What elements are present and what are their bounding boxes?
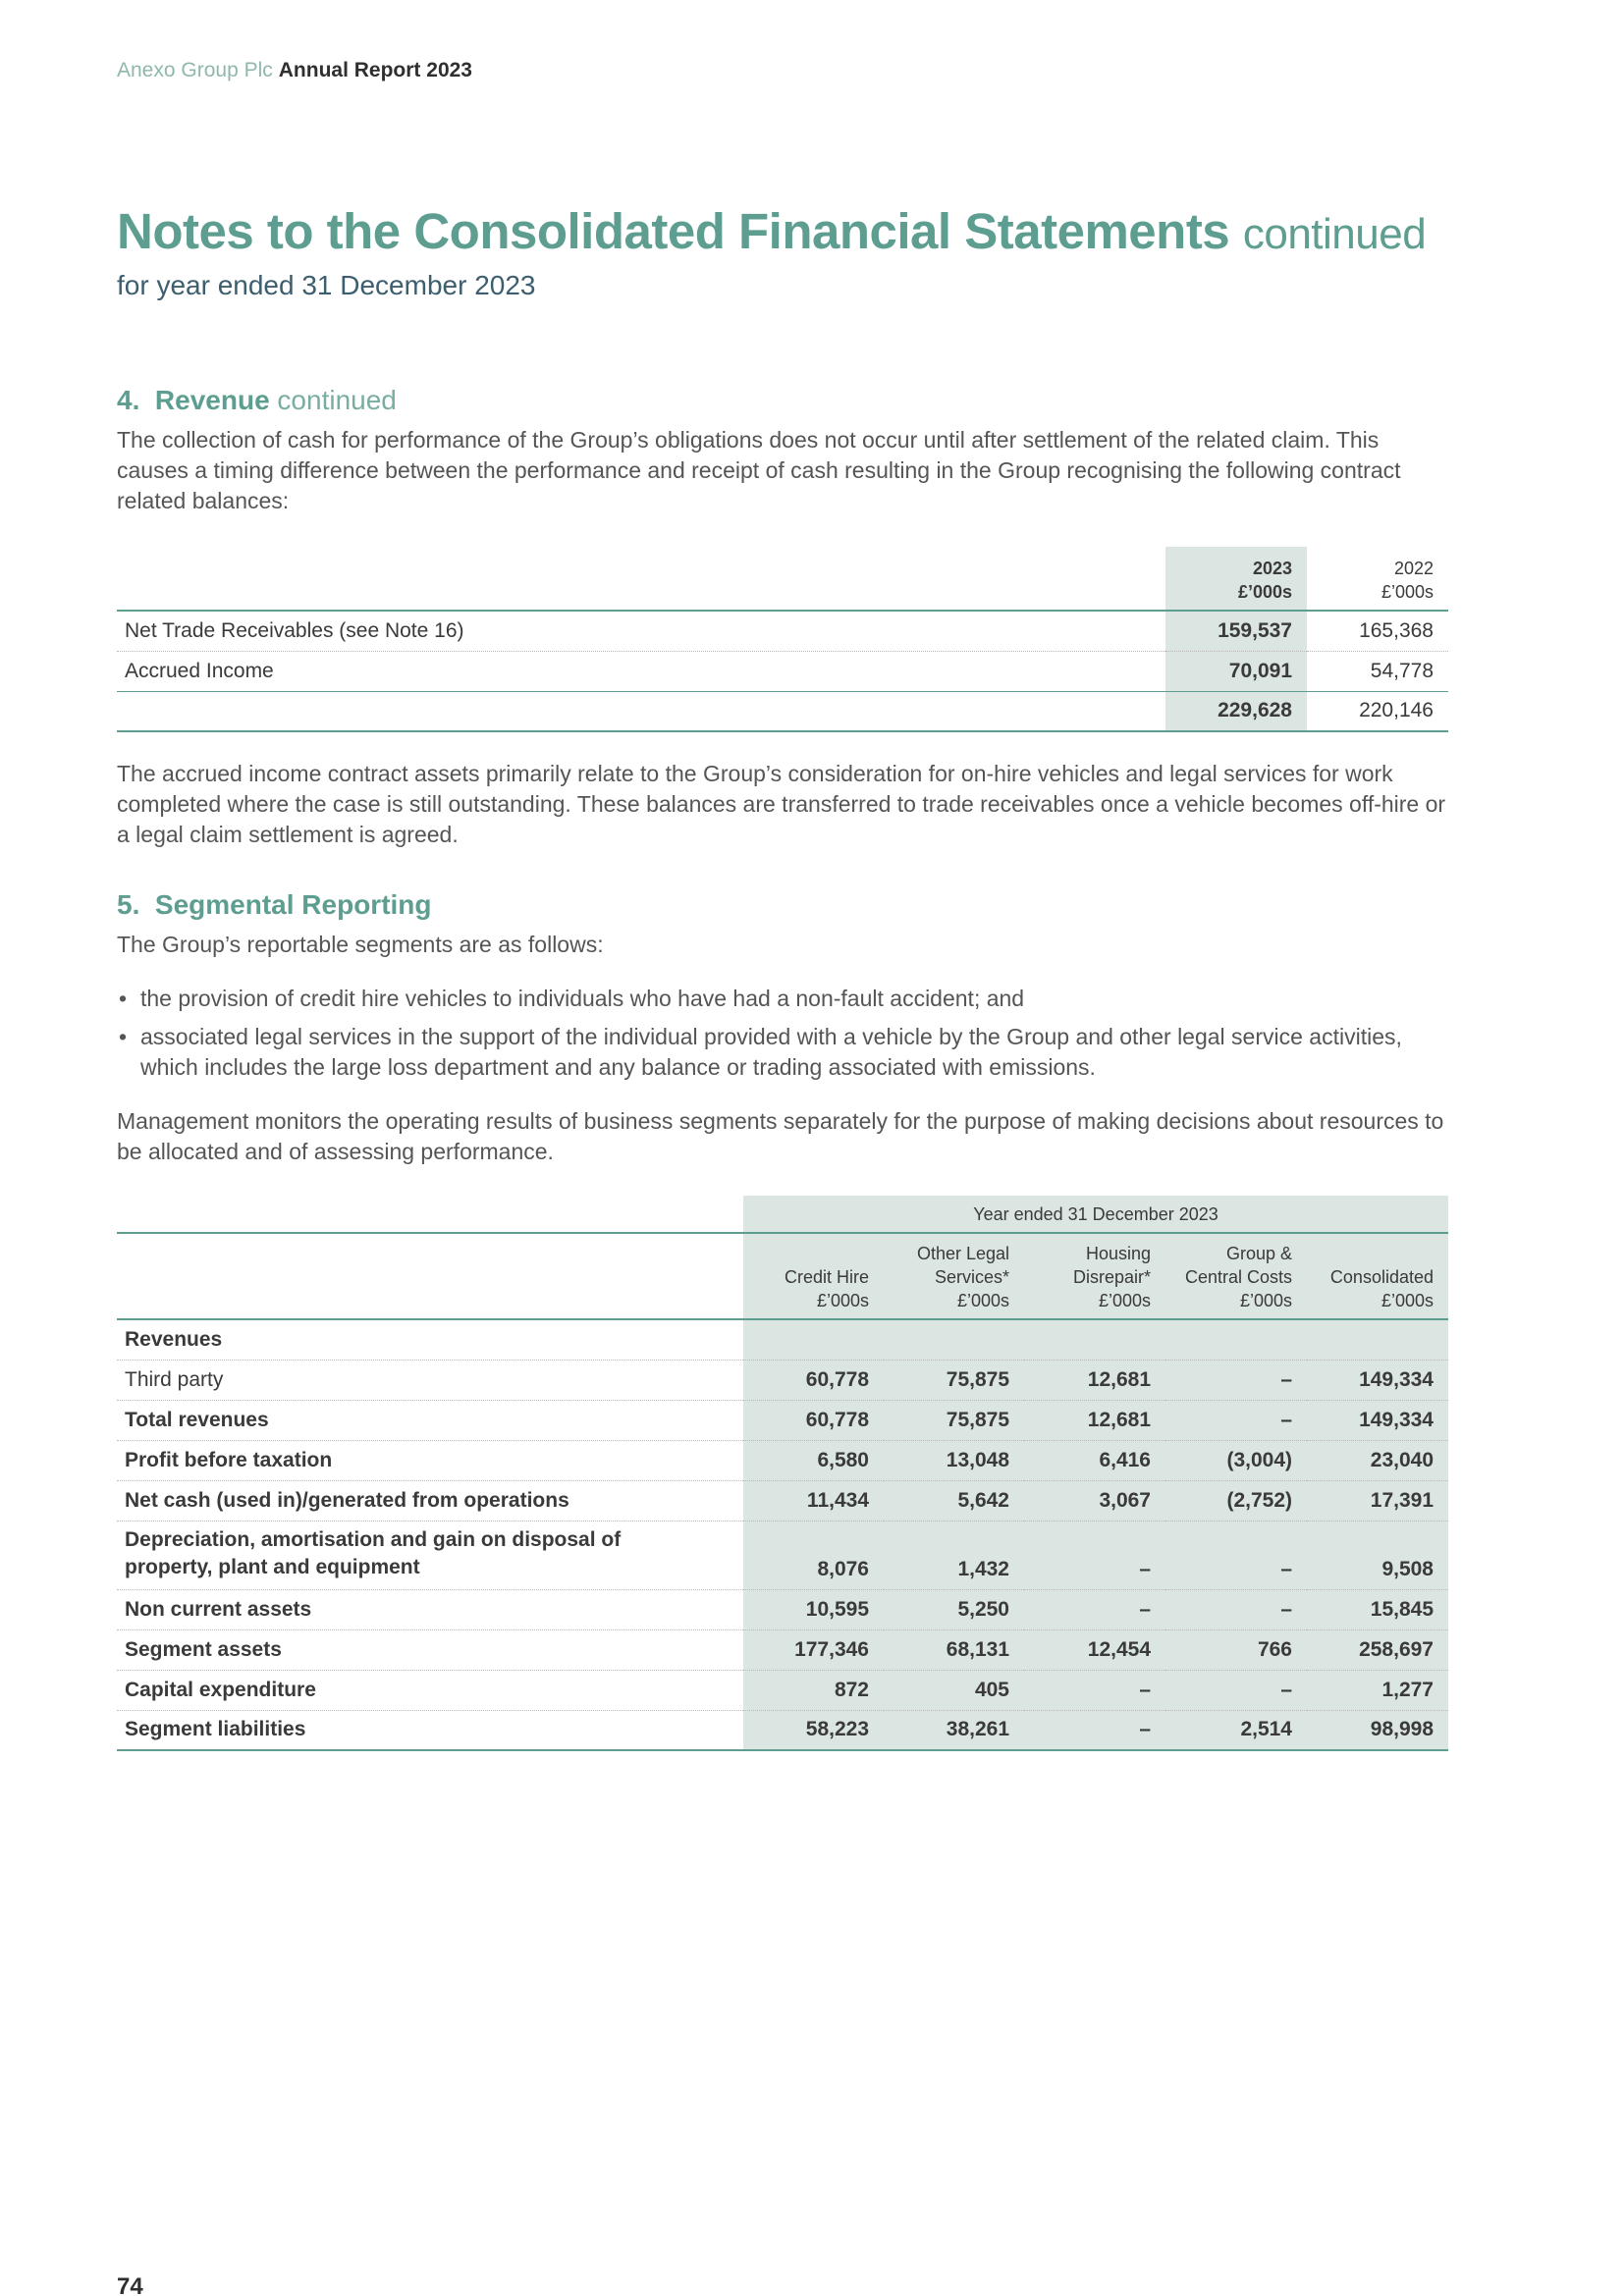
section-4-suffix: continued	[277, 385, 397, 415]
table-row: Segment liabilities 58,223 38,261 – 2,514 98,998	[117, 1710, 1448, 1750]
page-number: 74	[117, 2273, 143, 2296]
table-row: Net cash (used in)/generated from operations 11,434 5,642 3,067 (2,752) 17,391	[117, 1480, 1448, 1521]
page-title-main: Notes to the Consolidated Financial Statements	[117, 203, 1230, 259]
company-name: Anexo Group Plc	[117, 59, 273, 81]
section-5-management: Management monitors the operating results of business segments separately for the purpose of making decisions about resources to be allocated and of assessing performance.	[117, 1108, 1444, 1164]
table-row: Segment assets 177,346 68,131 12,454 766 258,697	[117, 1629, 1448, 1670]
table-row: Net Trade Receivables (see Note 16) 159,537 165,368	[117, 611, 1448, 651]
running-header	[117, 59, 472, 82]
section-4-note: The accrued income contract assets primarily relate to the Group’s consideration for on-hire vehicles and legal services for work completed where the case is still outstanding. These balances are transferred to trade receivables once a vehicle becomes off-hire or a legal claim settlement is agreed.	[117, 761, 1446, 847]
page-title	[117, 202, 1426, 260]
year-header-row	[117, 1196, 1448, 1233]
col-2023-header: 2023 £’000s	[1165, 547, 1307, 611]
col-2022-header: 2022 £’000s	[1380, 559, 1434, 602]
list-item: • the provision of credit hire vehicles to individuals who have had a non-fault accident; and	[117, 984, 1448, 1014]
section-5-intro: The Group’s reportable segments are as follows:	[117, 932, 604, 957]
table-row: Total revenues 60,778 75,875 12,681 – 149,334	[117, 1400, 1448, 1440]
col-consolidated-header: Consolidated £’000s	[1307, 1233, 1448, 1319]
report-name: Annual Report 2023	[278, 59, 472, 81]
section-5-number: 5.	[117, 889, 140, 920]
table-row: Revenues	[117, 1319, 1448, 1360]
section-4-intro: The collection of cash for performance of the Group’s obligations does not occur until after settlement of the related claim. This causes a timing difference between the performance and receipt of cash resulting in the Group recognising the following contract related balances:	[117, 427, 1401, 513]
segments-list	[117, 984, 1448, 1091]
table-row: Depreciation, amortisation and gain on disposal of property, plant and equipment 8,076 1,432 – – 9,508	[117, 1521, 1448, 1589]
section-5-title: Segmental Reporting	[154, 889, 432, 920]
page-subtitle: for year ended 31 December 2023	[117, 270, 536, 300]
year-header: Year ended 31 December 2023	[743, 1196, 1448, 1233]
table-row: Non current assets 10,595 5,250 – – 15,845	[117, 1589, 1448, 1629]
table-row: Accrued Income 70,091 54,778	[117, 651, 1448, 691]
table-row: Capital expenditure 872 405 – – 1,277	[117, 1670, 1448, 1710]
section-4-heading	[117, 385, 397, 416]
section-4-title: Revenue	[154, 385, 270, 415]
page	[117, 0, 1448, 2296]
revenue-balances-table	[117, 547, 1448, 732]
page-title-suffix: continued	[1242, 210, 1427, 258]
table-row: Profit before taxation 6,580 13,048 6,416 (3,004) 23,040	[117, 1440, 1448, 1480]
col-group-central-header: Group & Central Costs £’000s	[1165, 1233, 1307, 1319]
total-row: 229,628 220,146	[117, 691, 1448, 731]
col-housing-header: Housing Disrepair* £’000s	[1024, 1233, 1165, 1319]
table-row: Third party 60,778 75,875 12,681 – 149,334	[117, 1360, 1448, 1400]
col-credit-hire-header: Credit Hire £’000s	[743, 1233, 884, 1319]
section-5-heading	[117, 889, 432, 921]
revenue-table-header	[117, 547, 1448, 611]
segmental-reporting-table	[117, 1196, 1448, 1751]
list-item: • associated legal services in the support of the individual provided with a vehicle by the Group and other legal service activities, which includes the large loss department and any balance or trading associated with emissions.	[117, 1022, 1448, 1083]
section-4-number: 4.	[117, 385, 140, 415]
col-other-legal-header: Other Legal Services* £’000s	[884, 1233, 1024, 1319]
column-header-row	[117, 1233, 1448, 1319]
